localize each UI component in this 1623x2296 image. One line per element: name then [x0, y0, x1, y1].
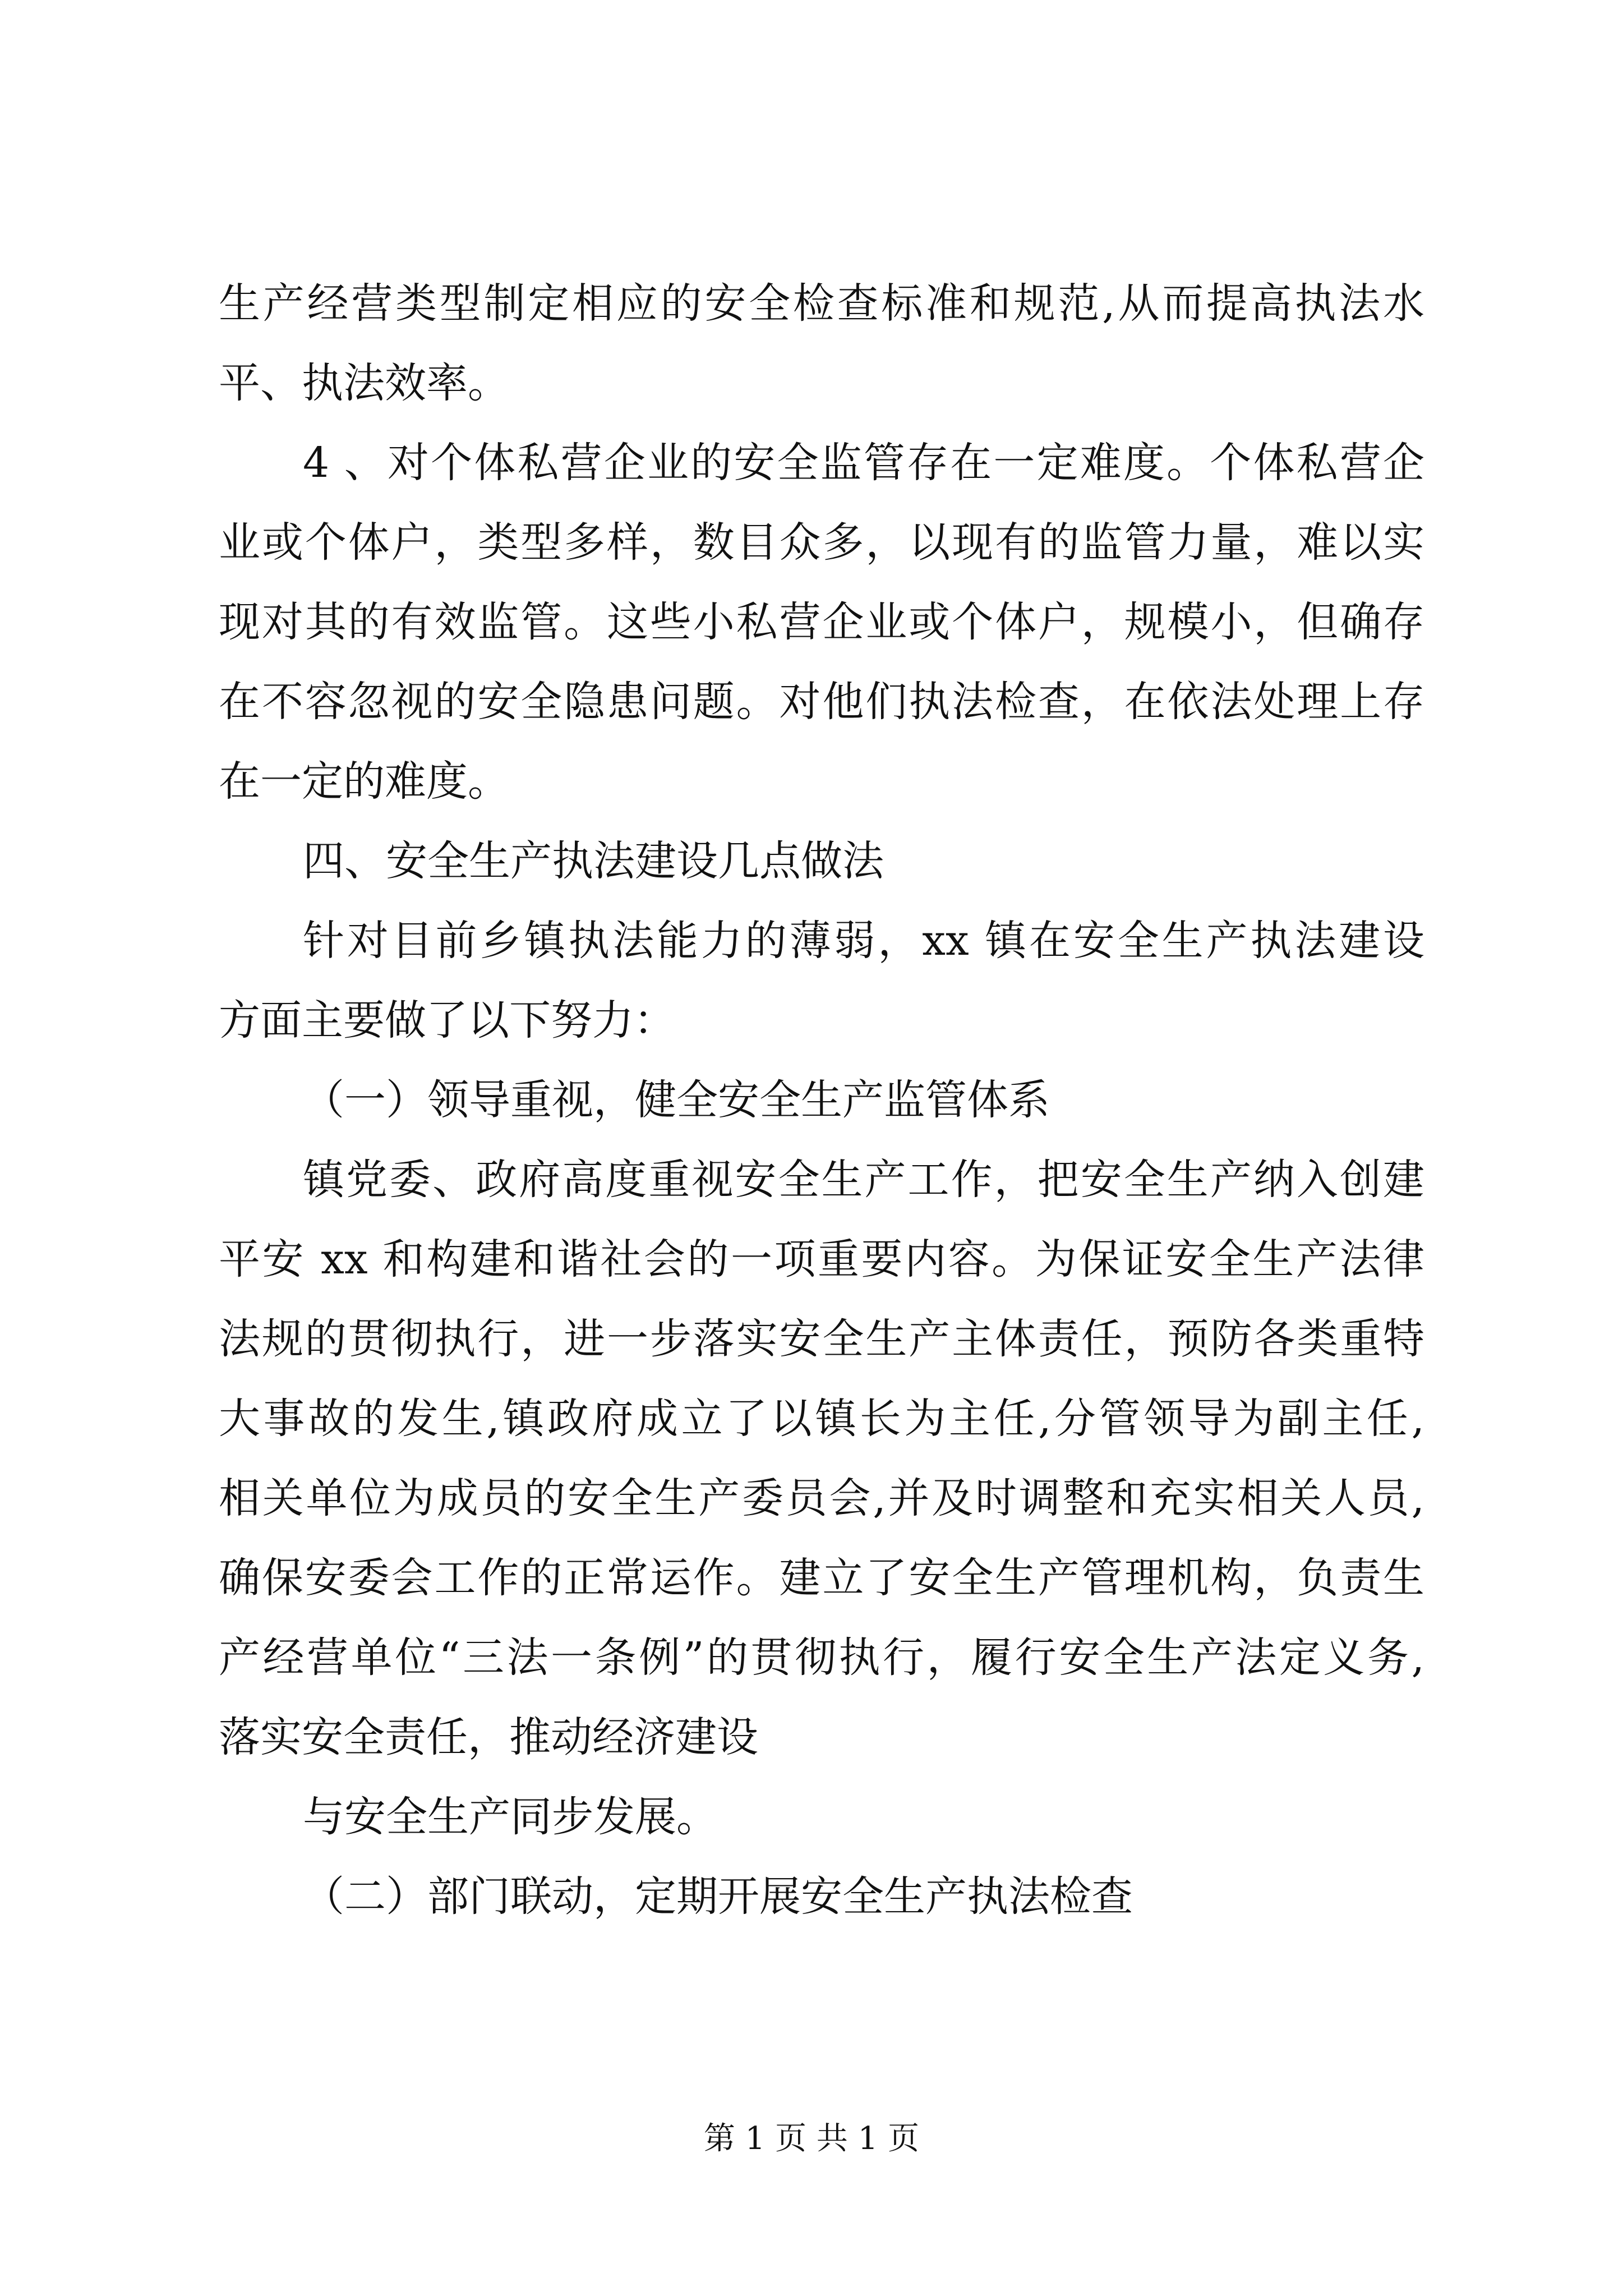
document-body: [219, 264, 1424, 1936]
paragraph-line: 针对目前乡镇执法能力的薄弱，xx 镇在安全生产执法建设: [303, 917, 1424, 965]
paragraph-line: 平、执法效率。: [219, 359, 509, 407]
paragraph-line: 现对其的有效监管。这些小私营企业或个体户，规模小，但确存: [219, 598, 1424, 646]
paragraph-line: 业或个体户，类型多样，数目众多，以现有的监管力量，难以实: [219, 518, 1424, 567]
subsection-heading: （二）部门联动，定期开展安全生产执法检查: [303, 1872, 1133, 1921]
paragraph-line: 在不容忽视的安全隐患问题。对他们执法检查，在依法处理上存: [219, 678, 1424, 726]
paragraph-line: 确保安委会工作的正常运作。建立了安全生产管理机构，负责生: [219, 1554, 1424, 1602]
paragraph-line: 生产经营类型制定相应的安全检查标准和规范,从而提高执法水: [219, 279, 1424, 328]
paragraph-line: 产经营单位“三法一条例”的贯彻执行，履行安全生产法定义务,: [219, 1634, 1424, 1682]
paragraph-line: 落实安全责任，推动经济建设: [219, 1713, 758, 1761]
paragraph-line: 4 、对个体私营企业的安全监管存在一定难度。个体私营企: [303, 439, 1424, 487]
paragraph-line: 平安 xx 和构建和谐社会的一项重要内容。为保证安全生产法律: [219, 1235, 1424, 1283]
paragraph-line: 方面主要做了以下努力：: [219, 996, 675, 1045]
paragraph-line: 与安全生产同步发展。: [303, 1793, 718, 1841]
subsection-heading: （一）领导重视，健全安全生产监管体系: [303, 1076, 1050, 1124]
paragraph-line: 镇党委、政府高度重视安全生产工作，把安全生产纳入创建: [303, 1156, 1424, 1204]
section-heading: 四、安全生产执法建设几点做法: [303, 837, 884, 885]
paragraph-line: 大事故的发生,镇政府成立了以镇长为主任,分管领导为副主任,: [219, 1395, 1424, 1443]
paragraph-line: 相关单位为成员的安全生产委员会,并及时调整和充实相关人员,: [219, 1474, 1424, 1522]
paragraph-line: 法规的贯彻执行，进一步落实安全生产主体责任，预防各类重特: [219, 1315, 1424, 1363]
paragraph-line: 在一定的难度。: [219, 757, 509, 806]
page-footer: 第 1 页 共 1 页: [703, 2120, 920, 2157]
